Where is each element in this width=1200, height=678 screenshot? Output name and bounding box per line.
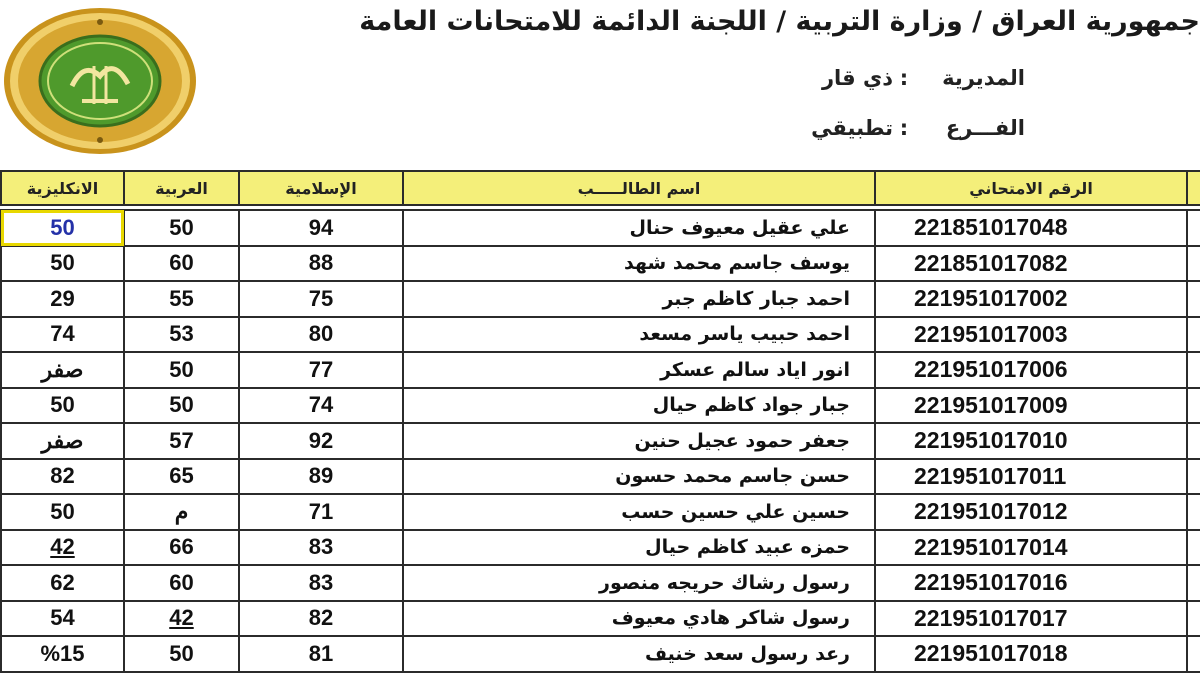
table-row: [1, 423, 1200, 459]
cell-edge: [1187, 601, 1200, 637]
cell-student-name[interactable]: احمد جبار كاظم جبر: [403, 281, 875, 317]
cell-islamic[interactable]: 83: [239, 530, 403, 566]
column-header-english[interactable]: الانكليزية: [1, 171, 124, 205]
cell-arabic[interactable]: 50: [124, 636, 239, 672]
cell-exam-number[interactable]: 221851017082: [875, 246, 1187, 282]
cell-edge: [1187, 352, 1200, 388]
cell-islamic[interactable]: 77: [239, 352, 403, 388]
branch-line: [765, 116, 1025, 140]
cell-arabic[interactable]: 50: [124, 210, 239, 246]
cell-edge: [1187, 636, 1200, 672]
cell-islamic[interactable]: 82: [239, 601, 403, 637]
table-header-row: [1, 171, 1200, 205]
cell-exam-number[interactable]: 221951017011: [875, 459, 1187, 495]
cell-islamic[interactable]: 81: [239, 636, 403, 672]
column-header-edge: [1187, 171, 1200, 205]
table-row: [1, 530, 1200, 566]
cell-edge: [1187, 246, 1200, 282]
cell-islamic[interactable]: 75: [239, 281, 403, 317]
cell-student-name[interactable]: انور اياد سالم عسكر: [403, 352, 875, 388]
cell-exam-number[interactable]: 221951017016: [875, 565, 1187, 601]
cell-english[interactable]: 50: [1, 210, 124, 246]
table-row: [1, 601, 1200, 637]
directorate-value: ذي قار: [821, 66, 893, 90]
directorate-label: المديرية: [942, 66, 1025, 90]
cell-edge: [1187, 388, 1200, 424]
directorate-separator: :: [899, 66, 909, 90]
cell-exam-number[interactable]: 221951017018: [875, 636, 1187, 672]
column-header-islamic[interactable]: الإسلامية: [239, 171, 403, 205]
table-row: [1, 459, 1200, 495]
cell-student-name[interactable]: حسين علي حسين حسب: [403, 494, 875, 530]
cell-english[interactable]: 74: [1, 317, 124, 353]
column-header-student-name[interactable]: اسم الطالـــــب: [403, 171, 875, 205]
cell-exam-number[interactable]: 221951017014: [875, 530, 1187, 566]
cell-student-name[interactable]: رسول رشاك حريجه منصور: [403, 565, 875, 601]
cell-arabic[interactable]: 55: [124, 281, 239, 317]
cell-exam-number[interactable]: 221851017048: [875, 210, 1187, 246]
cell-edge: [1187, 494, 1200, 530]
cell-edge: [1187, 281, 1200, 317]
cell-english[interactable]: 62: [1, 565, 124, 601]
cell-english[interactable]: صفر: [1, 423, 124, 459]
cell-exam-number[interactable]: 221951017003: [875, 317, 1187, 353]
branch-label: الفـــرع: [945, 116, 1025, 140]
cell-student-name[interactable]: رعد رسول سعد خنيف: [403, 636, 875, 672]
cell-islamic[interactable]: 83: [239, 565, 403, 601]
cell-exam-number[interactable]: 221951017002: [875, 281, 1187, 317]
table-row: [1, 210, 1200, 246]
cell-student-name[interactable]: جبار جواد كاظم حيال: [403, 388, 875, 424]
cell-arabic[interactable]: م: [124, 494, 239, 530]
cell-student-name[interactable]: جعفر حمود عجيل حنين: [403, 423, 875, 459]
cell-arabic[interactable]: 60: [124, 246, 239, 282]
table-row: [1, 352, 1200, 388]
cell-arabic[interactable]: 42: [124, 601, 239, 637]
table-row: [1, 565, 1200, 601]
cell-english[interactable]: 50: [1, 388, 124, 424]
cell-arabic[interactable]: 60: [124, 565, 239, 601]
cell-exam-number[interactable]: 221951017010: [875, 423, 1187, 459]
cell-edge: [1187, 459, 1200, 495]
cell-islamic[interactable]: 92: [239, 423, 403, 459]
cell-islamic[interactable]: 71: [239, 494, 403, 530]
column-header-exam-number[interactable]: الرقم الامتحاني: [875, 171, 1187, 205]
table-row: [1, 246, 1200, 282]
cell-student-name[interactable]: علي عقيل معيوف حنال: [403, 210, 875, 246]
cell-student-name[interactable]: حسن جاسم محمد حسون: [403, 459, 875, 495]
page-title: جمهورية العراق / وزارة التربية / اللجنة الدائمة للامتحانات العامة: [359, 6, 1200, 37]
table-row: [1, 636, 1200, 672]
cell-english[interactable]: 54: [1, 601, 124, 637]
cell-islamic[interactable]: 89: [239, 459, 403, 495]
cell-edge: [1187, 210, 1200, 246]
cell-exam-number[interactable]: 221951017017: [875, 601, 1187, 637]
table-row: [1, 388, 1200, 424]
directorate-line: [765, 66, 1025, 90]
cell-islamic[interactable]: 88: [239, 246, 403, 282]
cell-arabic[interactable]: 53: [124, 317, 239, 353]
cell-english[interactable]: صفر: [1, 352, 124, 388]
branch-value: تطبيقي: [811, 116, 893, 140]
cell-islamic[interactable]: 94: [239, 210, 403, 246]
column-header-arabic[interactable]: العربية: [124, 171, 239, 205]
cell-arabic[interactable]: 66: [124, 530, 239, 566]
cell-islamic[interactable]: 74: [239, 388, 403, 424]
ministry-seal-logo: [2, 6, 198, 156]
cell-english[interactable]: 50: [1, 246, 124, 282]
cell-edge: [1187, 423, 1200, 459]
cell-student-name[interactable]: حمزه عبيد كاظم حيال: [403, 530, 875, 566]
cell-student-name[interactable]: رسول شاكر هادي معيوف: [403, 601, 875, 637]
cell-exam-number[interactable]: 221951017006: [875, 352, 1187, 388]
cell-english[interactable]: 82: [1, 459, 124, 495]
cell-arabic[interactable]: 57: [124, 423, 239, 459]
cell-arabic[interactable]: 65: [124, 459, 239, 495]
cell-islamic[interactable]: 80: [239, 317, 403, 353]
cell-edge: [1187, 530, 1200, 566]
cell-edge: [1187, 565, 1200, 601]
cell-arabic[interactable]: 50: [124, 352, 239, 388]
table-row: [1, 494, 1200, 530]
cell-exam-number[interactable]: 221951017012: [875, 494, 1187, 530]
cell-arabic[interactable]: 50: [124, 388, 239, 424]
cell-english[interactable]: %15: [1, 636, 124, 672]
cell-edge: [1187, 317, 1200, 353]
results-table: [0, 170, 1200, 673]
cell-english[interactable]: 50: [1, 494, 124, 530]
table-row: [1, 281, 1200, 317]
cell-student-name[interactable]: يوسف جاسم محمد شهد: [403, 246, 875, 282]
cell-exam-number[interactable]: 221951017009: [875, 388, 1187, 424]
table-row: [1, 317, 1200, 353]
cell-english[interactable]: 42: [1, 530, 124, 566]
cell-student-name[interactable]: احمد حبيب ياسر مسعد: [403, 317, 875, 353]
cell-english[interactable]: 29: [1, 281, 124, 317]
branch-separator: :: [899, 116, 909, 140]
